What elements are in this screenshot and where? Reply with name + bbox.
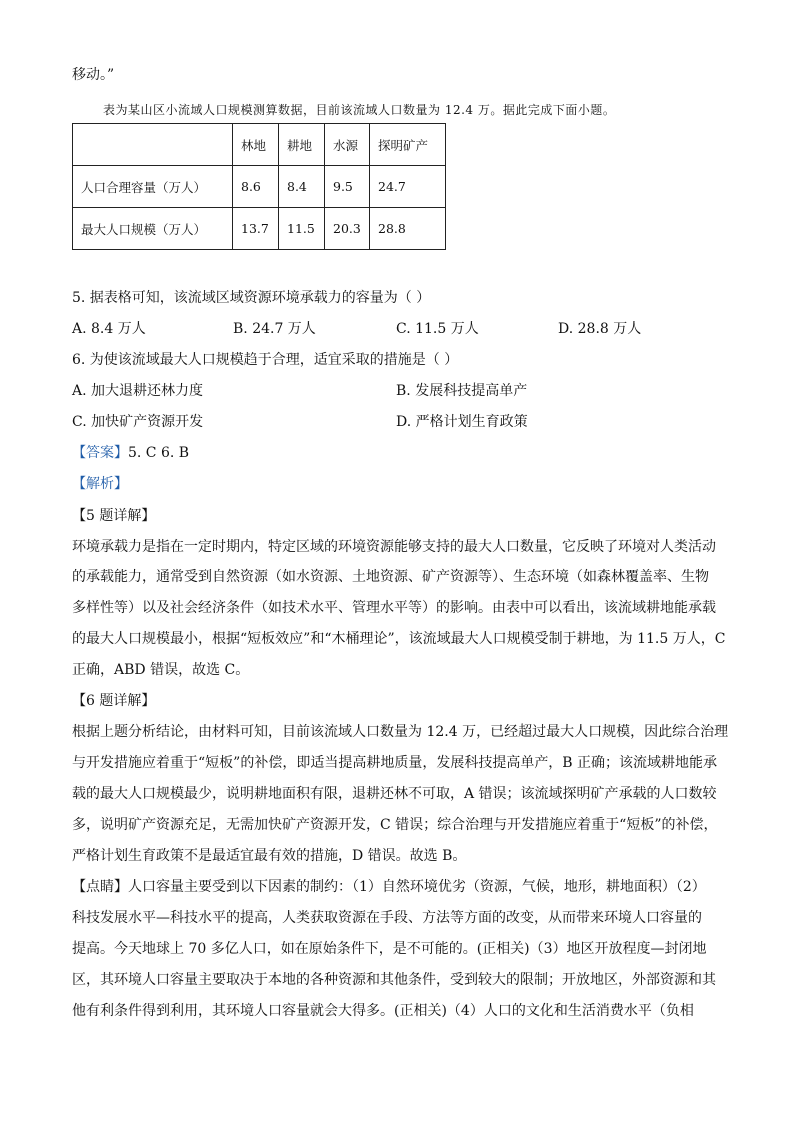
q5-option-c: C. 11.5 万人 [396, 321, 479, 337]
detail-5-line: 正确，ABD 错误，故选 C。 [72, 662, 250, 678]
detail-5-line: 多样性等）以及社会经济条件（如技术水平、管理水平等）的影响。由表中可以看出，该流域耕地能承载 [72, 600, 716, 616]
table-header-cell: 水源 [325, 124, 370, 166]
table-caption: 表为某山区小流域人口规模测算数据，目前该流域人口数量为 12.4 万。据此完成下面小题。 [103, 103, 616, 117]
table-cell: 8.4 [279, 166, 325, 208]
question-5-stem: 5. 据表格可知，该流域区域资源环境承载力的容量为（ ） [72, 290, 431, 306]
answer-text: 5. C 6. B [128, 445, 190, 461]
tip-label: 【点睛】 [72, 879, 128, 895]
answer-line [72, 444, 189, 462]
q6-option-c: C. 加快矿产资源开发 [72, 414, 204, 430]
table-header-cell: 林地 [233, 124, 279, 166]
q6-option-d: D. 严格计划生育政策 [396, 414, 528, 430]
table-row [73, 208, 446, 250]
detail-6-line: 根据上题分析结论，由材料可知，目前该流域人口数量为 12.4 万，已经超过最大人口规模，因此综合治理 [72, 724, 729, 740]
table-header-row [73, 124, 446, 166]
table-cell: 13.7 [233, 208, 279, 250]
table-cell: 人口合理容量（万人） [73, 166, 233, 208]
population-table [72, 123, 446, 250]
answer-label: 【答案】 [72, 445, 128, 461]
detail-6-label: 【6 题详解】 [72, 693, 156, 709]
detail-5-line: 的承载能力，通常受到自然资源（如水资源、土地资源、矿产资源等）、生态环境（如森林覆盖率、生物 [72, 569, 709, 585]
detail-5-line: 的最大人口规模最小，根据“短板效应”和“木桶理论”，该流域最大人口规模受制于耕地，为 11.5 万人，C [72, 631, 726, 647]
analysis-label: 【解析】 [72, 476, 128, 492]
q5-option-b: B. 24.7 万人 [233, 321, 316, 337]
table-cell: 最大人口规模（万人） [73, 208, 233, 250]
table-cell: 28.8 [370, 208, 446, 250]
tip-line [72, 878, 706, 896]
table-cell: 20.3 [325, 208, 370, 250]
q5-option-d: D. 28.8 万人 [558, 321, 642, 337]
q5-option-a: A. 8.4 万人 [72, 321, 146, 337]
table-cell: 24.7 [370, 166, 446, 208]
table-cell: 11.5 [279, 208, 325, 250]
detail-6-line: 严格计划生育政策不是最适宜最有效的措施，D 错误。故选 B。 [72, 848, 467, 864]
tip-line: 提高。今天地球上 70 多亿人口，如在原始条件下，是不可能的。(正相关)（3）地区开放程度—封闭地 [72, 941, 707, 957]
detail-5-label: 【5 题详解】 [72, 508, 156, 524]
table-header-cell: 探明矿产 [370, 124, 446, 166]
tip-text: 人口容量主要受到以下因素的制约：（1）自然环境优劣（资源，气候，地形，耕地面积）（2） [128, 879, 706, 895]
table-cell: 8.6 [233, 166, 279, 208]
question-6-stem: 6. 为使该流域最大人口规模趋于合理，适宜采取的措施是（ ） [72, 352, 459, 368]
q6-option-b: B. 发展科技提高单产 [396, 383, 528, 399]
detail-5-line: 环境承载力是指在一定时期内，特定区域的环境资源能够支持的最大人口数量，它反映了环境对人类活动 [72, 539, 716, 555]
table-header-cell [73, 124, 233, 166]
tip-line: 区，其环境人口容量主要取决于本地的各种资源和其他条件，受到较大的限制；开放地区，外部资源和其 [72, 972, 716, 988]
detail-6-line: 多，说明矿产资源充足，无需加快矿产资源开发，C 错误；综合治理与开发措施应着重于“短板”的补偿， [72, 817, 718, 833]
table-cell: 9.5 [325, 166, 370, 208]
table-header-cell: 耕地 [279, 124, 325, 166]
detail-6-line: 与开发措施应着重于“短板”的补偿，即适当提高耕地质量，发展科技提高单产，B 正确；该流域耕地能承 [72, 755, 718, 771]
lead-text: 移动。” [72, 67, 115, 83]
table-row [73, 166, 446, 208]
q6-option-a: A. 加大退耕还林力度 [72, 383, 204, 399]
tip-line: 科技发展水平—科技水平的提高，人类获取资源在手段、方法等方面的改变，从而带来环境人口容量的 [72, 910, 702, 926]
detail-6-line: 载的最大人口规模最少，说明耕地面积有限，退耕还林不可取，A 错误；该流域探明矿产承载的人口数较 [72, 786, 717, 802]
tip-line: 他有利条件得到利用，其环境人口容量就会大得多。(正相关)（4）人口的文化和生活消费水平（负相 [72, 1003, 694, 1019]
